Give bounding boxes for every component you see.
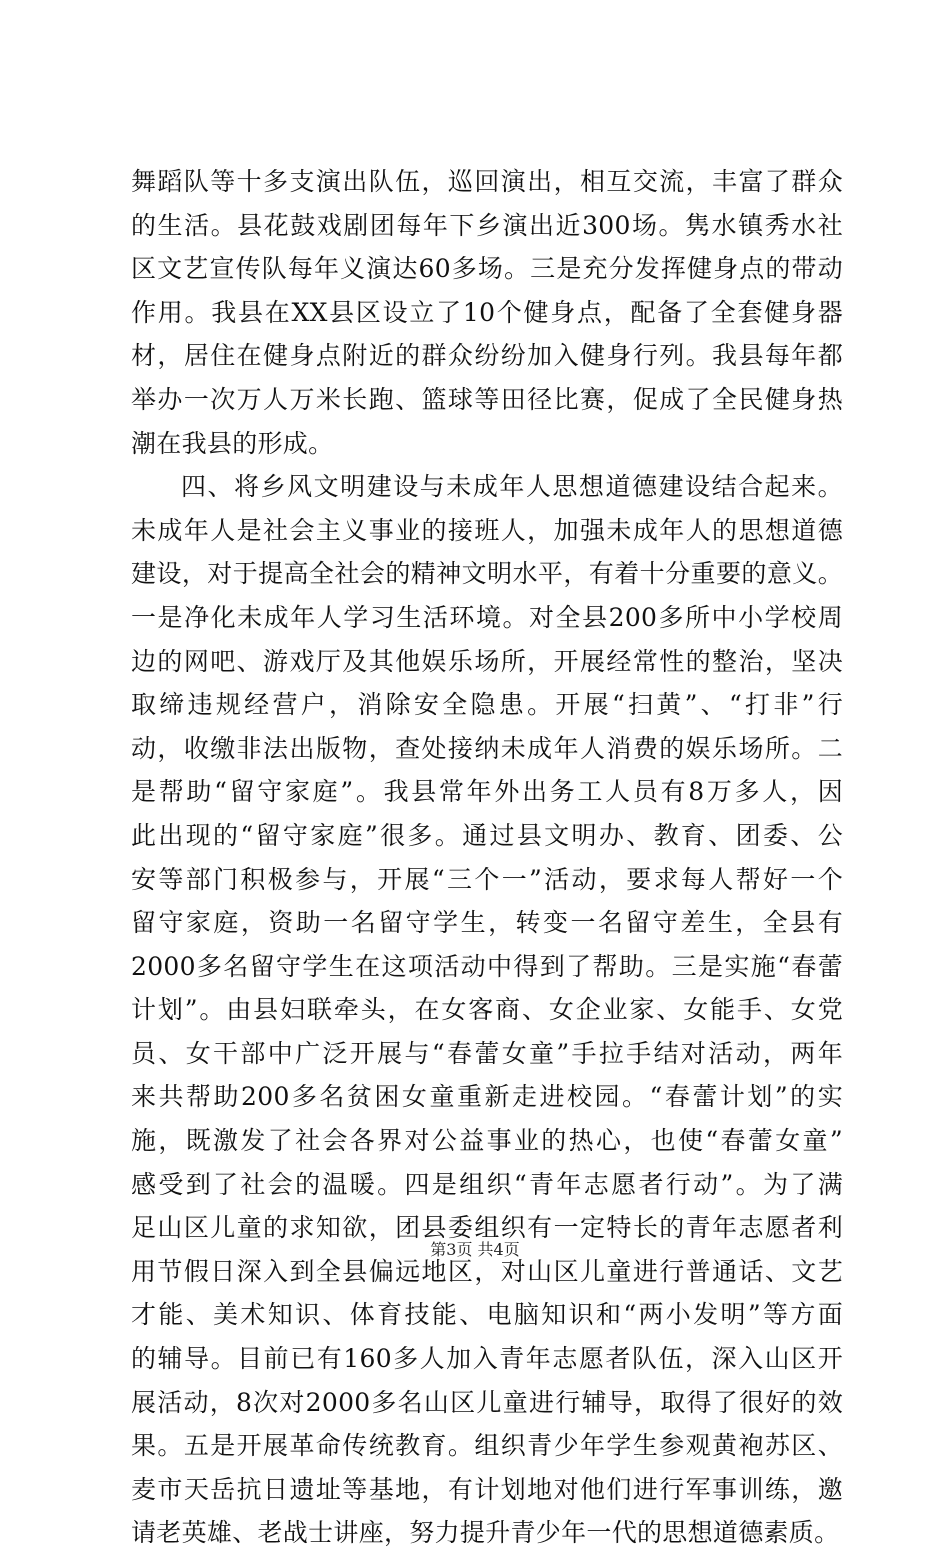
text-line: 2000多名留守学生在这项活动中得到了帮助。三是实施“春蕾 — [131, 951, 843, 981]
text-line: 足山区儿童的求知欲，团县委组织有一定特长的青年志愿者利 — [131, 1213, 843, 1243]
text-line: 区文艺宣传队每年义演达60多场。三是充分发挥健身点的带动 — [131, 254, 843, 284]
text-line: 举办一次万人万米长跑、篮球等田径比赛，促成了全民健身热 — [131, 384, 843, 414]
text-line: 边的网吧、游戏厅及其他娱乐场所，开展经常性的整治，坚决 — [131, 646, 843, 676]
text-line: 果。五是开展革命传统教育。组织青少年学生参观黄袍苏区、 — [131, 1431, 843, 1461]
document-body — [131, 160, 843, 1555]
text-line: 留守家庭，资助一名留守学生，转变一名留守差生，全县有 — [131, 908, 843, 938]
text-line: 才能、美术知识、体育技能、电脑知识和“两小发明”等方面 — [131, 1300, 843, 1330]
paragraph-end-line: 潮在我县的形成。 — [131, 428, 334, 458]
paragraph-end-line: 请老英雄、老战士讲座，努力提升青少年一代的思想道德素质。 — [131, 1518, 840, 1548]
text-line: 舞蹈队等十多支演出队伍，巡回演出，相互交流，丰富了群众 — [131, 167, 843, 196]
text-line: 计划”。由县妇联牵头，在女客商、女企业家、女能手、女党 — [131, 995, 843, 1025]
text-line: 此出现的“留守家庭”很多。通过县文明办、教育、团委、公 — [131, 820, 843, 850]
text-line: 材，居住在健身点附近的群众纷纷加入健身行列。我县每年都 — [131, 341, 843, 371]
text-line: 取缔违规经营户，消除安全隐患。开展“扫黄”、“打非”行 — [131, 690, 843, 720]
text-line: 动，收缴非法出版物，查处接纳未成年人消费的娱乐场所。二 — [131, 733, 843, 763]
text-line: 的辅导。目前已有160多人加入青年志愿者队伍，深入山区开 — [131, 1344, 843, 1374]
text-line: 是帮助“留守家庭”。我县常年外出务工人员有8万多人，因 — [131, 777, 843, 807]
text-line: 建设，对于提高全社会的精神文明水平，有着十分重要的意义。 — [131, 559, 843, 589]
text-line: 的生活。县花鼓戏剧团每年下乡演出近300场。隽水镇秀水社 — [131, 210, 843, 240]
text-line: 一是净化未成年人学习生活环境。对全县200多所中小学校周 — [131, 602, 843, 632]
page-footer: 第3页 共4页 — [430, 1240, 520, 1259]
text-line: 用节假日深入到全县偏远地区，对山区儿童进行普通话、文艺 — [131, 1256, 843, 1286]
section-heading-line: 四、将乡风文明建设与未成年人思想道德建设结合起来。 — [181, 472, 843, 502]
text-line: 施，既激发了社会各界对公益事业的热心，也使“春蕾女童” — [131, 1126, 843, 1156]
text-line: 来共帮助200多名贫困女童重新走进校园。“春蕾计划”的实 — [131, 1082, 843, 1112]
text-line: 安等部门积极参与，开展“三个一”活动，要求每人帮好一个 — [131, 864, 843, 894]
text-line: 作用。我县在XX县区设立了10个健身点，配备了全套健身器 — [131, 297, 843, 327]
text-line: 未成年人是社会主义事业的接班人，加强未成年人的思想道德 — [131, 515, 843, 545]
text-line: 麦市天岳抗日遗址等基地，有计划地对他们进行军事训练，邀 — [131, 1474, 843, 1504]
text-line: 展活动，8次对2000多名山区儿童进行辅导，取得了很好的效 — [131, 1387, 843, 1417]
text-line: 感受到了社会的温暖。四是组织“青年志愿者行动”。为了满 — [131, 1169, 843, 1199]
text-line: 员、女干部中广泛开展与“春蕾女童”手拉手结对活动，两年 — [131, 1038, 843, 1068]
